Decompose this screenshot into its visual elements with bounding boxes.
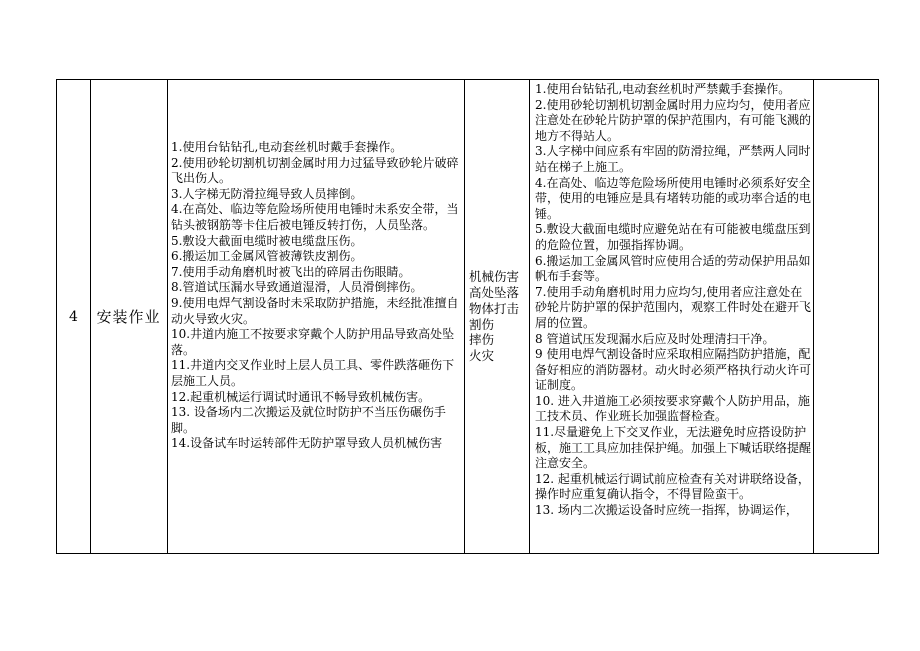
measure-item: 7.使用手动角磨机时用力应均匀,使用者应注意处在砂轮片防护罩的保护范围内，观察工件时处在避开飞屑的位置。 [535, 284, 812, 330]
hazard-causes-list [171, 140, 463, 452]
hazard-item: 火灾 [469, 348, 495, 364]
hazard-item: 高处坠落 [469, 284, 520, 300]
measure-item: 12. 起重机械运行调试前应检查有关对讲联络设备，操作时应重复确认指令，不得冒险蛮干。 [535, 471, 810, 502]
work-category [90, 80, 167, 553]
hazard-item: 机械伤害 [469, 269, 520, 285]
column-divider [167, 80, 168, 553]
measure-item: 2.使用砂轮切割机切割金属时用力应均匀，使用者应注意处在砂轮片防护罩的保护范围内，有可能飞溅的地方不得站人。 [535, 97, 812, 143]
hazard-table [56, 79, 879, 554]
cause-item: 6.搬运加工金属风管被薄铁皮割伤。 [171, 249, 363, 264]
cause-item: 5.敷设大截面电缆时被电缆盘压伤。 [171, 233, 363, 248]
hazard-item: 摔伤 [469, 332, 495, 348]
measure-item: 4.在高处、临边等危险场所使用电锤时必须系好安全带，使用的电锤应是具有堵转功能的或功率合适的电锤。 [535, 175, 812, 221]
cause-item: 8.管道试压漏水导致通道湿滑，人员滑倒摔伤。 [171, 280, 423, 295]
measure-item: 13. 场内二次搬运设备时应统一指挥，协调运作， [535, 503, 798, 518]
cause-item: 13. 设备场内二次搬运及就位时防护不当压伤碾伤手脚。 [171, 405, 446, 435]
remarks-cell [814, 80, 878, 553]
cause-item: 11.井道内交叉作业时上层人员工具、零件跌落砸伤下层施工人员。 [171, 358, 455, 388]
measure-item: 11.尽量避免上下交叉作业，无法避免时应搭设防护板，施工工具应加挂保护绳。加强上下喊话联络提醒注意安全。 [535, 425, 812, 471]
row-number [57, 80, 90, 553]
column-divider [529, 80, 530, 553]
cause-item: 3.人字梯无防滑拉绳导致人员摔倒。 [171, 186, 363, 201]
measure-item: 8 管道试压发现漏水后应及时处理清扫干净。 [535, 331, 775, 346]
measure-item: 3.人字梯中间应系有牢固的防滑拉绳，严禁两人同时站在梯子上施工。 [535, 144, 811, 174]
row-number-text: 4 [69, 308, 78, 325]
measure-item: 1.使用台钻钻孔,电动套丝机时严禁戴手套操作。 [535, 82, 791, 96]
cause-item: 4.在高处、临边等危险场所使用电锤时未系安全带，当钻头被钢筋等卡住后被电锤反转打伤，人员坠落。 [171, 202, 459, 232]
cause-item: 14.设备试车时运转部件无防护罩导致人员机械伤害 [171, 436, 443, 451]
cause-item: 7.使用手动角磨机时被飞出的碎屑击伤眼睛。 [171, 264, 411, 279]
hazard-item: 割伤 [469, 316, 495, 332]
work-category-text: 安装作业 [96, 308, 161, 326]
hazard-types [465, 80, 529, 553]
measure-item: 10. 进入井道施工必须按要求穿戴个人防护用品，施工技术员、作业班长加强监督检查。 [535, 393, 810, 424]
measure-item: 9 使用电焊气割设备时应采取相应隔挡防护措施，配备好相应的消防器材。动火时必须严格执行动火许可证制度。 [535, 347, 812, 393]
measure-item: 5.敷设大截面电缆时应避免站在有可能被电缆盘压到的危险位置，加强指挥协调。 [535, 222, 811, 252]
cause-item: 2.使用砂轮切割机切割金属时用力过猛导致砂轮片破碎飞出伤人。 [171, 155, 459, 186]
cause-item: 9.使用电焊气割设备时未采取防护措施，未经批准擅自动火导致火灾。 [171, 295, 459, 326]
hazard-item: 物体打击 [469, 300, 520, 316]
measure-item: 6.搬运加工金属风管时应使用合适的劳动保护用品如帆布手套等。 [535, 253, 811, 284]
cause-item: 1.使用台钻钻孔,电动套丝机时戴手套操作。 [171, 140, 403, 154]
control-measures-list [535, 82, 811, 519]
cause-item: 12.起重机械运行调试时通讯不畅导致机械伤害。 [171, 389, 431, 404]
cause-item: 10.井道内施工不按要求穿戴个人防护用品导致高处坠落。 [171, 327, 455, 357]
